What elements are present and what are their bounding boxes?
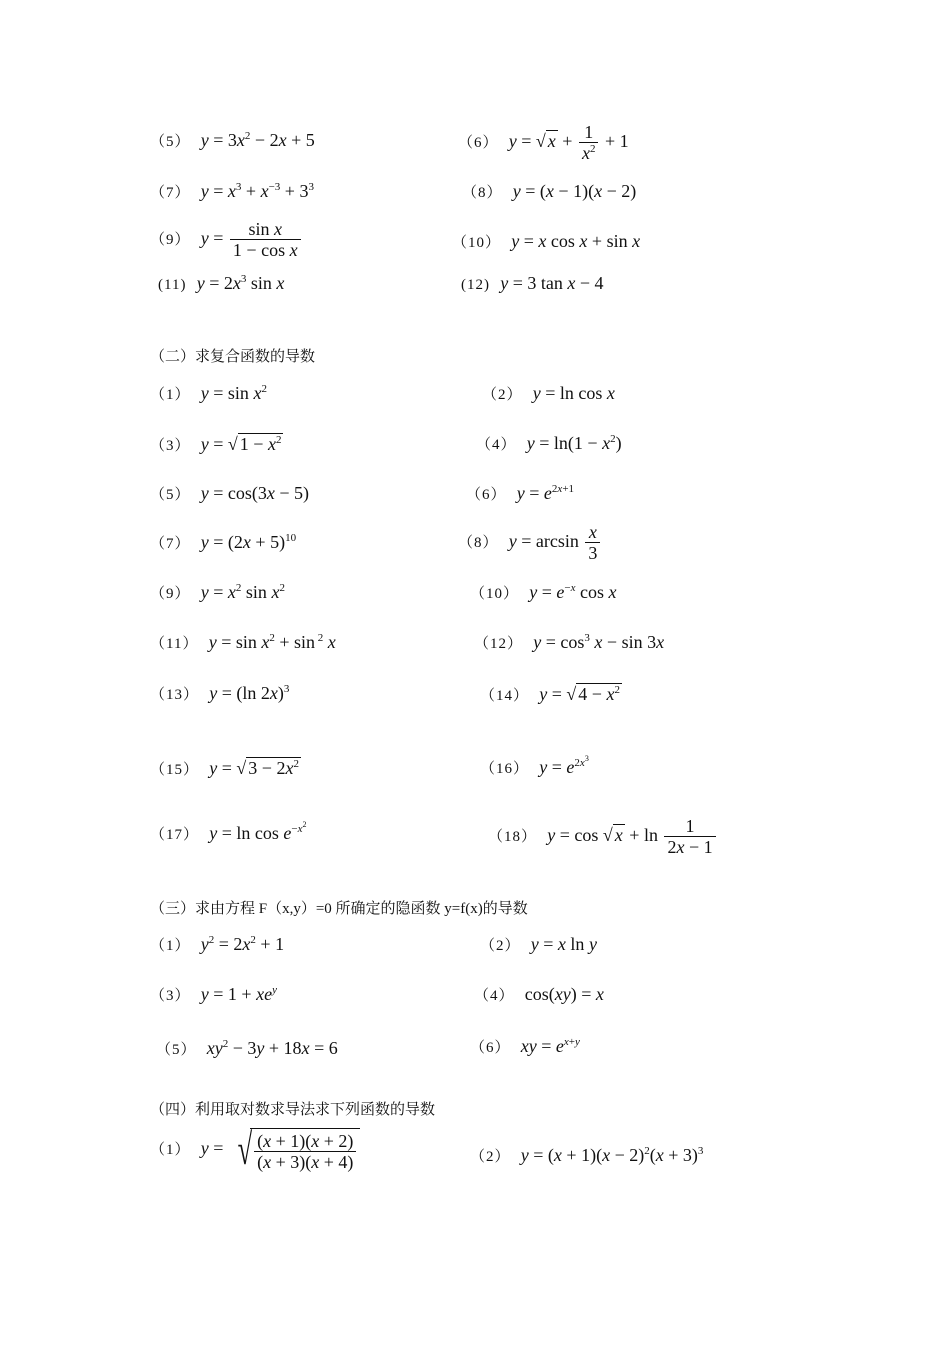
problem-number: （6）	[466, 487, 507, 503]
formula: $y = \ln \cos e^{-x^2}$	[209, 820, 307, 843]
problem-number: （12）	[474, 636, 524, 652]
formula: y = √ $1 - x^2$	[200, 434, 282, 454]
problem-3-6	[470, 1036, 580, 1058]
problem-3-2	[480, 934, 597, 956]
problem-2-10	[470, 582, 617, 604]
problem-number: （10）	[470, 586, 520, 602]
problem-3-4	[474, 984, 604, 1006]
formula: y = (ln 2x)$^3$	[209, 683, 290, 703]
formula: $y = (x + 1)(x - 2)^2(x + 3)^3$	[520, 1145, 704, 1165]
problem-1-12	[461, 273, 604, 295]
problem-2-15	[150, 757, 301, 780]
problem-number: （1）	[150, 387, 191, 403]
problem-number: （5）	[156, 1042, 197, 1058]
formula: y = √ x + $\frac{1}{x^2}$ + 1	[508, 122, 629, 163]
problem-number: （11）	[150, 636, 199, 652]
formula: y = (x − 1)(x − 2)	[512, 181, 637, 201]
problem-1-11	[158, 273, 284, 295]
problem-number: (12)	[461, 277, 490, 293]
problem-2-12	[474, 632, 664, 654]
problem-2-3	[150, 433, 283, 456]
problem-1-9	[150, 219, 303, 260]
formula: $y = e^{2x^3}$	[539, 754, 589, 777]
formula: cos(xy) = x	[524, 984, 604, 1004]
problem-number: （15）	[150, 762, 200, 778]
problem-number: （7）	[150, 185, 191, 201]
problem-number: （9）	[150, 586, 191, 602]
problem-number: （1）	[150, 1142, 191, 1159]
problem-2-5	[150, 483, 309, 505]
formula: $y = x^3 + x^{-3} + 3^3$	[200, 181, 314, 201]
problem-2-1	[150, 383, 267, 405]
formula: $y = \cos^3 x - \sin 3x$	[533, 632, 665, 652]
problem-3-3	[150, 984, 277, 1006]
problem-number: （3）	[150, 988, 191, 1004]
formula: y = √ $\frac{(x + 1)(x + 2)}{(x + 3)(x + 4)}$	[201, 1138, 361, 1158]
problem-number: （10）	[452, 235, 502, 251]
problem-1-7	[150, 181, 314, 203]
problem-2-2	[482, 383, 615, 405]
problem-3-5	[156, 1038, 338, 1060]
problem-number: （2）	[470, 1149, 511, 1165]
problem-number: （16）	[480, 761, 530, 777]
problem-1-5	[150, 130, 315, 152]
section-heading-3: （三）求由方程 F（x,y）=0 所确定的隐函数 y=f(x)的导数	[150, 901, 528, 917]
formula: y = $\frac{\text{sin x}}{\text{1 − cos x}}$	[201, 228, 303, 248]
problem-number: （2）	[480, 938, 521, 954]
problem-number: （5）	[150, 134, 191, 150]
formula: xy = $e^{x+y}$	[520, 1036, 580, 1056]
problem-1-10	[452, 231, 640, 253]
problem-2-8	[458, 522, 602, 563]
problem-number: （2）	[482, 387, 523, 403]
formula: $y = e^{2x+1}$	[516, 483, 575, 503]
formula: $y = e^{-x}$ cos x	[529, 582, 617, 602]
problem-1-8	[462, 181, 636, 203]
formula: y = 3 tan x − 4	[500, 273, 604, 293]
formula: y = cos √ x + ln $\frac{1}{2x - 1}$	[547, 825, 717, 845]
formula: y = √ $4 - x^2$	[539, 684, 620, 704]
formula: $y = 1 + xe^y$	[200, 984, 277, 1004]
problem-2-7	[150, 532, 296, 554]
formula: $y = \ln(1 - x^2)$	[526, 433, 622, 453]
problem-number: （18）	[488, 828, 538, 845]
problem-1-6	[458, 122, 629, 163]
formula: y = x ln y	[530, 934, 597, 954]
problem-4-1	[150, 1125, 360, 1174]
section-heading-2: （二）求复合函数的导数	[150, 349, 316, 365]
problem-4-2	[470, 1145, 703, 1167]
problem-number: （5）	[150, 487, 191, 503]
problem-number: （6）	[458, 134, 499, 151]
problem-number: （3）	[150, 438, 191, 454]
problem-number: （13）	[150, 687, 200, 703]
formula: $y = x^2$ $\sin x^2$	[200, 582, 285, 602]
problem-number: (11)	[158, 277, 187, 293]
problem-2-9	[150, 582, 285, 604]
formula: $y = 3x^2 - 2x + 5$	[200, 130, 315, 150]
problem-number: （8）	[462, 185, 503, 201]
problem-2-18	[488, 816, 718, 857]
formula: y = cos(3x − 5)	[200, 483, 310, 503]
problem-number: （14）	[480, 688, 530, 704]
formula: $xy^2 - 3y + 18x = 6$	[206, 1038, 338, 1058]
problem-2-17	[150, 820, 307, 845]
problem-3-1	[150, 934, 284, 956]
problem-number: （9）	[150, 231, 191, 248]
problem-number: （7）	[150, 536, 191, 552]
formula: $y^2 = 2x^2 + 1$	[200, 934, 285, 954]
problem-number: （6）	[470, 1040, 511, 1056]
formula: y = x cos x + sin x	[511, 231, 641, 251]
problem-2-11	[150, 632, 336, 654]
problem-number: （1）	[150, 938, 191, 954]
formula: y = arcsin $\frac{x}{3}$	[509, 531, 603, 551]
formula: $y = \sin x^2$	[200, 383, 267, 403]
formula: y = √ $3 - 2x^2$	[209, 758, 299, 778]
problem-number: （8）	[458, 534, 499, 551]
formula: $y = (2x + 5)^{10}$	[200, 532, 297, 552]
formula: $y = 2x^3$ sin x	[196, 273, 285, 293]
formula: $y = \sin x^2 + \sin ^2$ x	[208, 632, 336, 652]
problem-2-16	[480, 754, 589, 779]
problem-2-6	[466, 483, 574, 505]
formula: y = ln cos x	[532, 383, 615, 403]
section-heading-4: （四）利用取对数求导法求下列函数的导数	[150, 1102, 436, 1118]
problem-2-14	[480, 683, 622, 706]
problem-2-4	[476, 433, 622, 455]
problem-number: （4）	[476, 437, 517, 453]
problem-2-13	[150, 683, 289, 705]
problem-number: （17）	[150, 827, 200, 843]
problem-number: （4）	[474, 988, 515, 1004]
